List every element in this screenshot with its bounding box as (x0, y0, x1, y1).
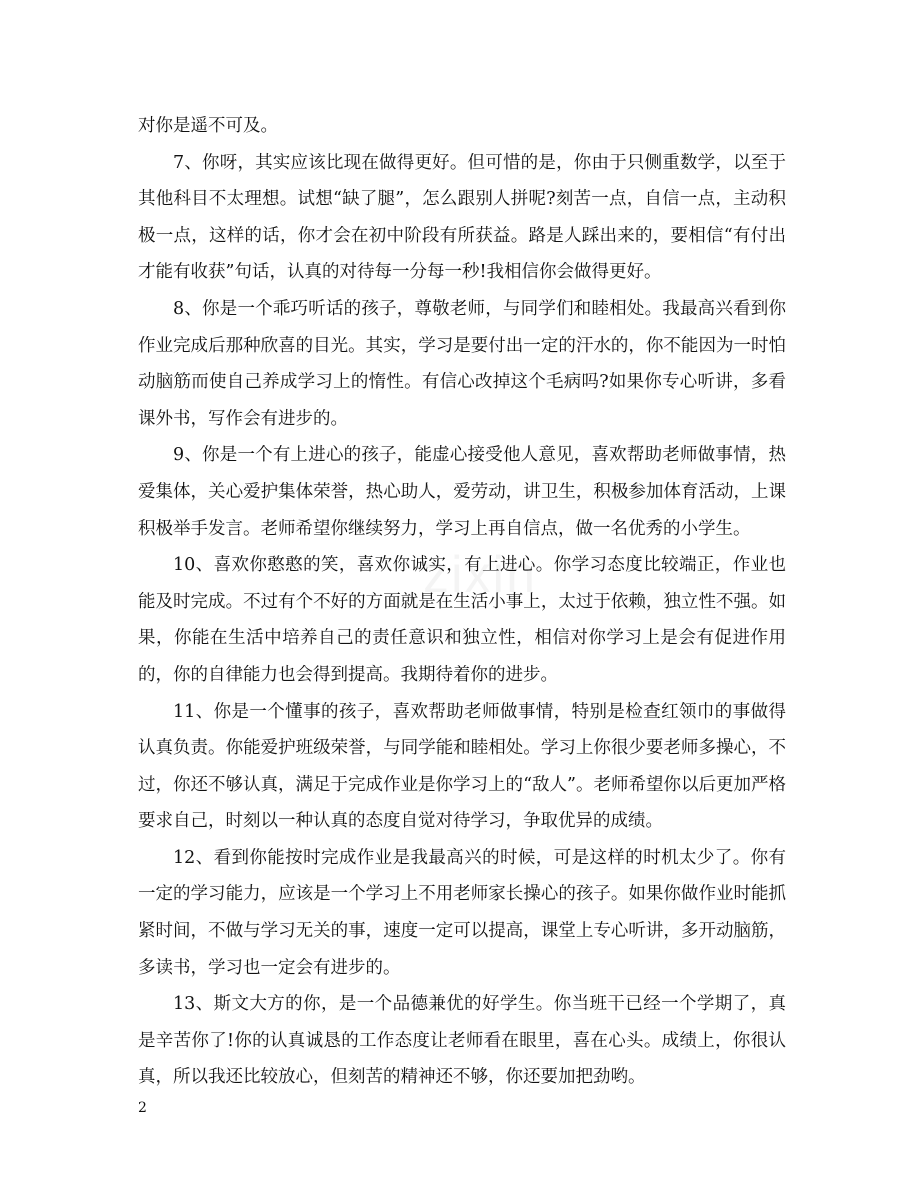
paragraph-comment-7: 7、你呀，其实应该比现在做得更好。但可惜的是，你由于只侧重数学，以至于其他科目不太理想。试想“缺了腿”，怎么跟别人拼呢?刻苦一点，自信一点，主动积极一点，这样的话，你才会在初中阶段有所获益。路是人踩出来的，要相信“有付出才能有收获”句话，认真的对待每一分每一秒!我相信你会做得更好。 (138, 152, 786, 283)
page-number: 2 (138, 1100, 147, 1116)
paragraph-comment-9: 9、你是一个有上进心的孩子，能虚心接受他人意见，喜欢帮助老师做事情，热爱集体，关心爱护集体荣誉，热心助人，爱劳动，讲卫生，积极参加体育活动，上课积极举手发言。老师希望你继续努力，学习上再自信点，做一名优秀的小学生。 (138, 445, 786, 539)
paragraph-comment-12: 12、看到你能按时完成作业是我最高兴的时候，可是这样的时机太少了。你有一定的学习能力，应该是一个学习上不用老师家长操心的孩子。如果你做作业时能抓紧时间，不做与学习无关的事，速度一定可以提高，课堂上专心听讲，多开动脑筋，多读书，学习也一定会有进步的。 (138, 847, 786, 978)
paragraph-comment-10: 10、喜欢你憨憨的笑，喜欢你诚实，有上进心。你学习态度比较端正，作业也能及时完成。不过有个不好的方面就是在生活小事上，太过于依赖，独立性不强。如果，你能在生活中培养自己的责任意识和独立性，相信对你学习上是会有促进作用的，你的自律能力也会得到提高。我期待着你的进步。 (138, 555, 786, 685)
document-body (138, 108, 786, 1096)
paragraph-comment-8: 8、你是一个乖巧听话的孩子，尊敬老师，与同学们和睦相处。我最高兴看到你作业完成后那种欣喜的目光。其实，学习是要付出一定的汗水的，你不能因为一时怕动脑筋而使自己养成学习上的惰性。有信心改掉这个毛病吗?如果你专心听讲，多看课外书，写作会有进步的。 (138, 298, 786, 429)
paragraph-continuation: 对你是遥不可及。 (138, 116, 278, 136)
paragraph-comment-13: 13、斯文大方的你，是一个品德兼优的好学生。你当班干已经一个学期了，真是辛苦你了!你的认真诚恳的工作态度让老师看在眼里，喜在心头。成绩上，你很认真，所以我还比较放心，但刻苦的精神还不够，你还要加把劲哟。 (138, 994, 786, 1088)
paragraph-comment-11: 11、你是一个懂事的孩子，喜欢帮助老师做事情，特别是检查红领巾的事做得认真负责。你能爱护班级荣誉，与同学能和睦相处。学习上你很少要老师多操心，不过，你还不够认真，满足于完成作业是你学习上的“敌人”。老师希望你以后更加严格要求自己，时刻以一种认真的态度自觉对待学习，争取优异的成绩。 (138, 701, 786, 832)
